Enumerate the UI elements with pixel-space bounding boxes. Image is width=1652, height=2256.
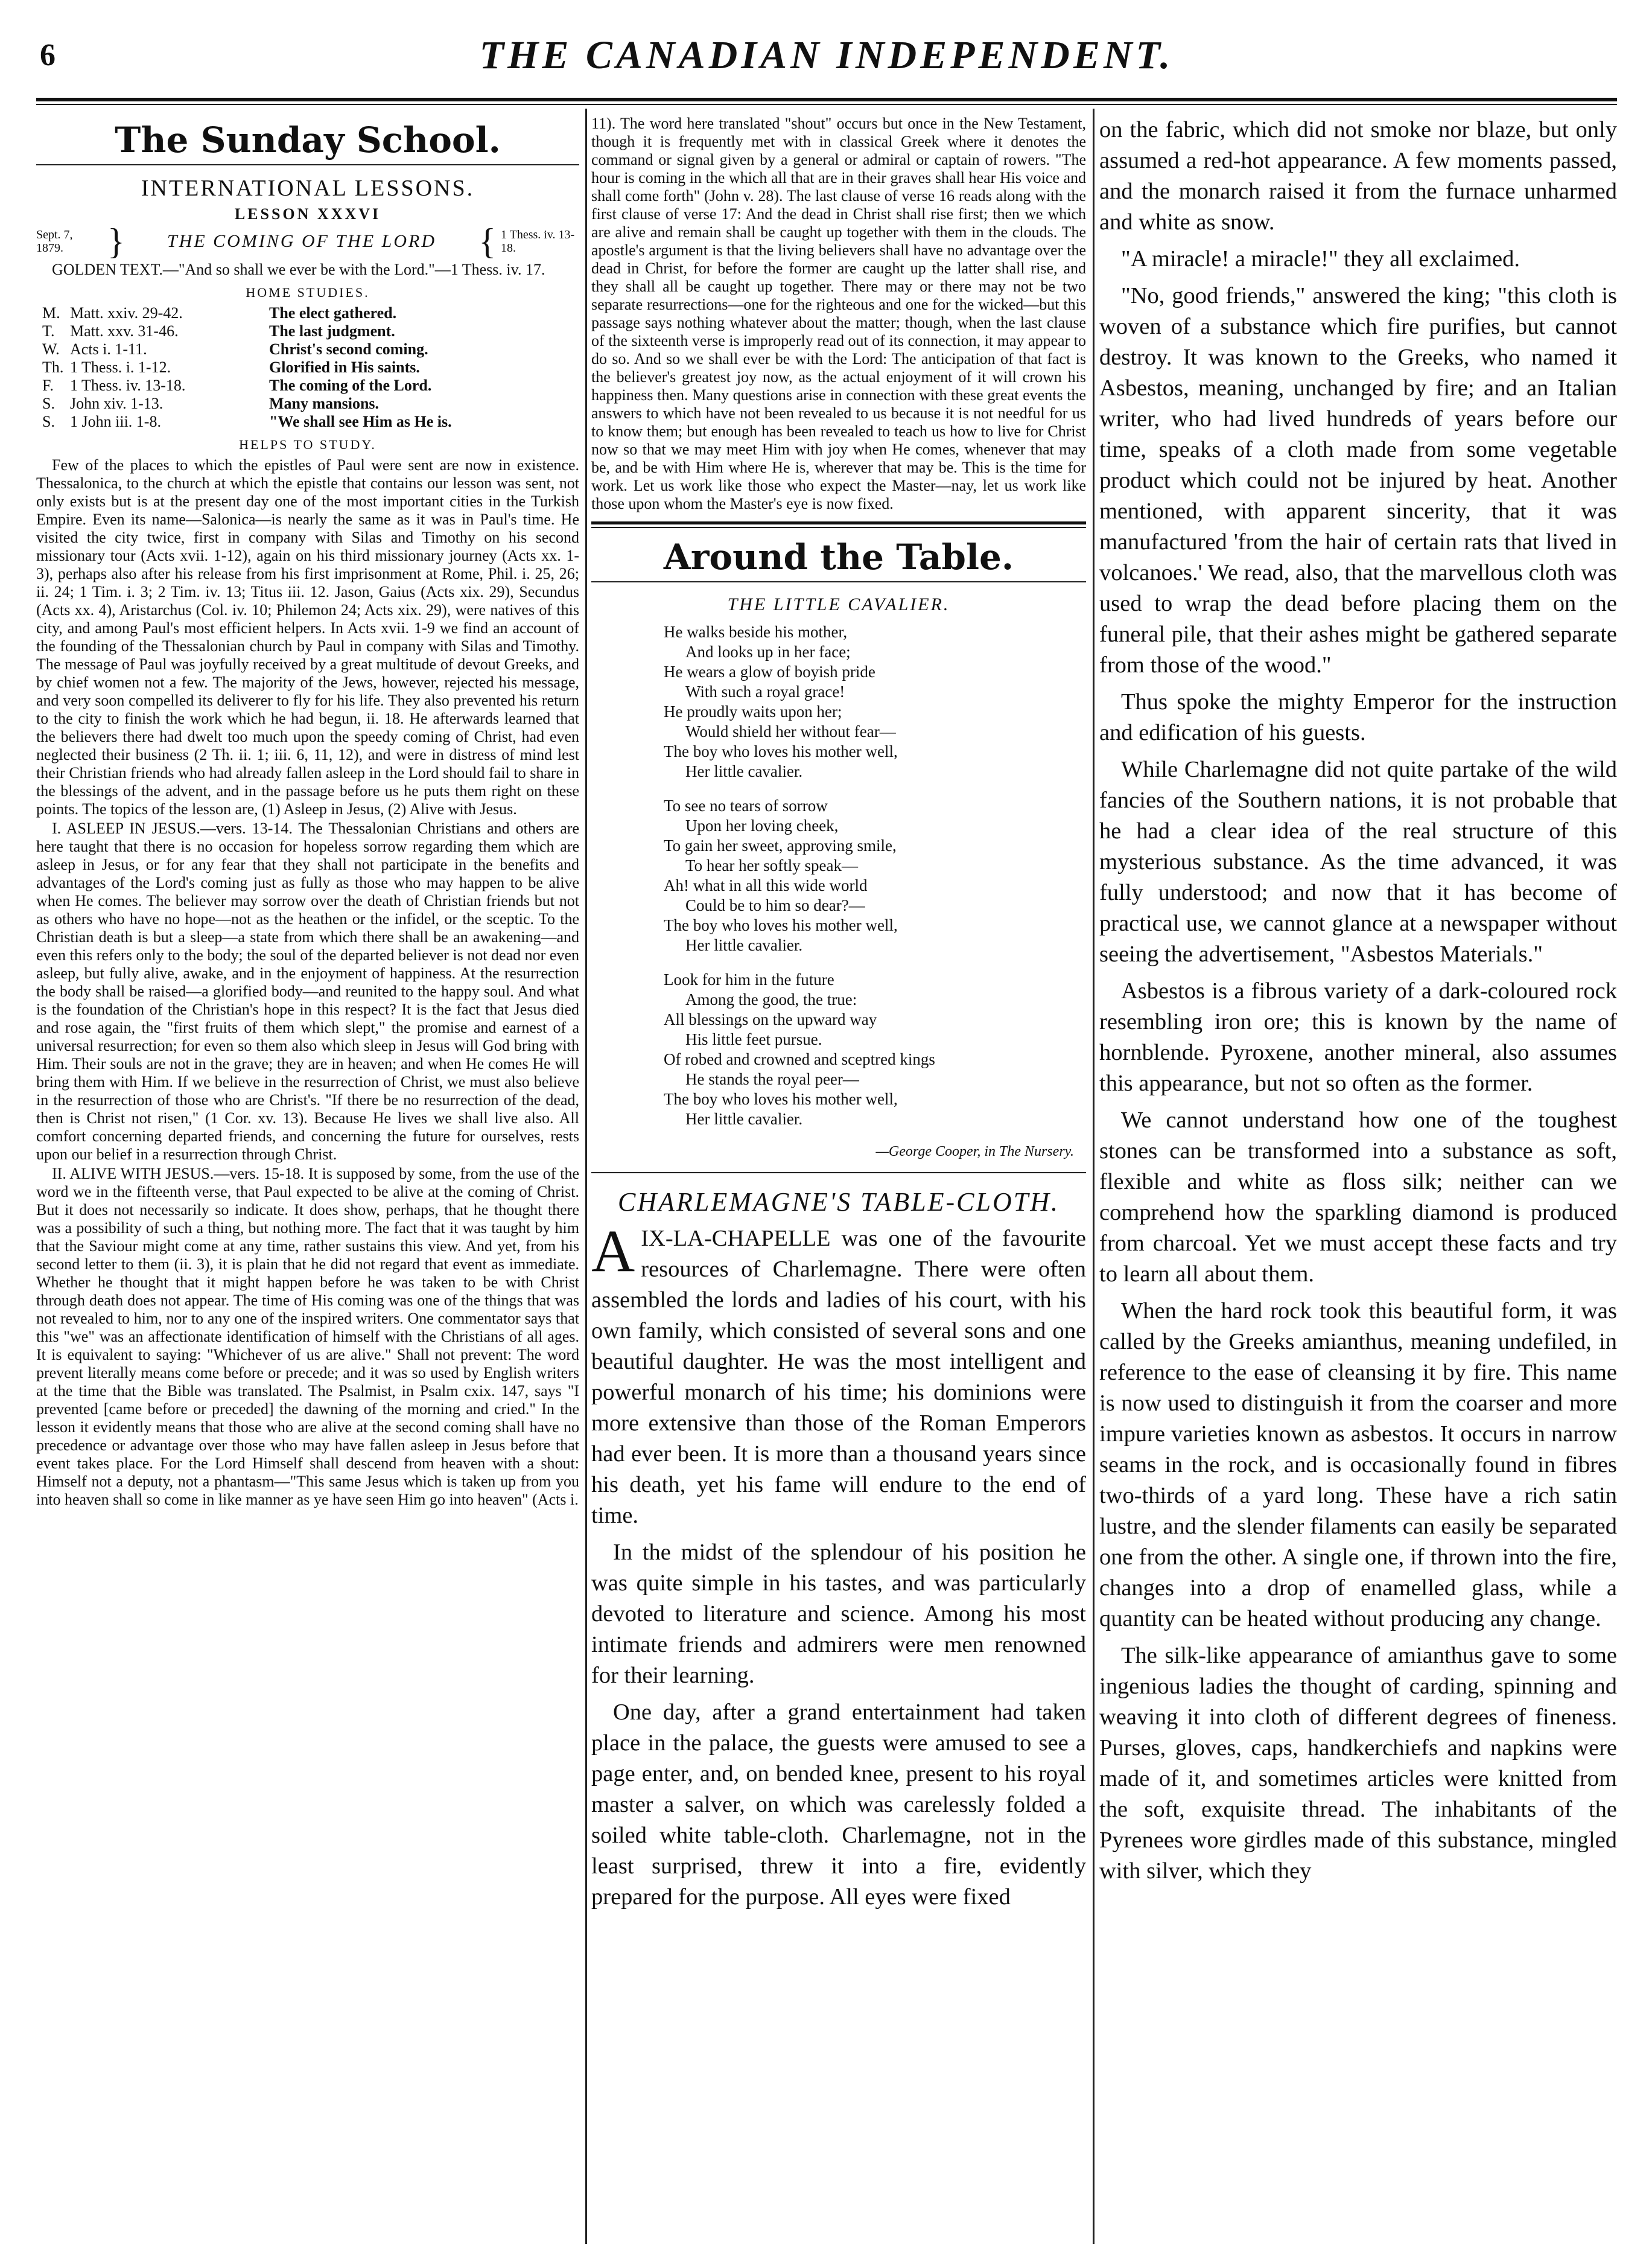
lesson-continuation: 11). The word here translated "shout" occurs but once in the New Testament, though it is frequently met with in classical Greek where it denotes the command or signal given by a general or admiral or captain of rowers. "The hour is coming in the which all that are in their graves shall hear His voice and shall come forth" (John v. 28). The last clause of verse 16 reads along with the first clause of verse 17: And the dead in Christ shall rise first; then we which are alive and remain shall be caught up together with them in the clouds. The apostle's argument is that the living believers shall have no advantage over the dead in Christ, for before the former are caught up the latter shall rise, and they shall all be caught up together. There may or there may not be two separate resurrections—one for the righteous and one for the wicked—but this passage says nothing whatever about the matter; though, when the last clause of the sixteenth verse is improperly read out of its connection, it may appear to do so. And so we shall ever be with the Lord: The anticipation of that fact is the believer's greatest joy now, as the actual enjoyment of it will crown his happiness then. Many questions arise in connection with these great events the answers to which have not been revealed to us because it is not needful for us to know them; but enough has been revealed to teach us how to live for Christ now so that we may meet Him with joy when He comes, whenever that may be, and be with Him where He is, wherever that may be. This is the time for work. Let us work like those who expect the Master—nay, let us work like those upon whom the Master's eye is now fixed.	[591, 115, 1086, 512]
story-paragraph: Asbestos is a fibrous variety of a dark-coloured rock resembling iron ore; this is known by the name of hornblende. Pyroxene, another mineral, also assumes this appearance, but not so often as the former.	[1099, 978, 1617, 1096]
running-title: THE CANADIAN INDEPENDENT.	[479, 33, 1174, 77]
lesson-title: THE COMING OF THE LORD	[167, 231, 436, 251]
list-item: M. Matt. xxiv. 29-42. The elect gathered.	[42, 304, 397, 322]
story-paragraph: on the fabric, which did not smoke nor blaze, but only assumed a red-hot appearance. A few moments passed, and the monarch raised it from the furnace unharmed and white as snow.	[1099, 117, 1617, 235]
poem-title: THE LITTLE CAVALIER.	[727, 594, 950, 614]
poem-stanza: He walks beside his mother, And looks up in her face; He wears a glow of boyish pride With such a royal grace! He proudly waits upon her; Would shield her without fear— The boy who loves his mother well, Her little cavalier.	[664, 623, 898, 780]
list-item: S. 1 John iii. 1-8. "We shall see Him as He is.	[42, 413, 452, 430]
column-1	[36, 115, 579, 2245]
brace-right: {	[478, 221, 496, 261]
section-rule	[36, 164, 579, 165]
list-item: S. John xiv. 1-13. Many mansions.	[42, 395, 380, 412]
story-paragraph: The silk-like appearance of amianthus gave to some ingenious ladies the thought of carding, spinning and weaving it into cloth of different degrees of fineness. Purses, gloves, caps, handkerchiefs and napkins were made of it, and sometimes articles were knitted from the soft, exquisite thread. The inhabitants of the Pyrenees wore girdles made of this substance, mingled with silver, which they	[1099, 1643, 1617, 1884]
story-title: CHARLEMAGNE'S TABLE-CLOTH.	[618, 1187, 1060, 1217]
poem-stanza: To see no tears of sorrow Upon her loving cheek, To gain her sweet, approving smile, To hear her softly speak— Ah! what in all this wide world Could be to him so dear?— The boy who loves his mother well, Her little cavalier.	[664, 797, 898, 954]
list-item: W. Acts i. 1-11. Christ's second coming.	[42, 340, 428, 358]
story-paragraph: "No, good friends," answered the king; "this cloth is woven of a substance which fire purifies, but cannot destroy. It was known to the Greeks, who named it Asbestos, meaning, unchanged by fire; and an Italian writer, who had lived hundreds of years before our time, speaks of a cloth made from some vegetable product which could not be injured by heat. Another mentioned, with apparent sincerity, that it was manufactured 'from the hair of certain rats that lived in volcanoes.' We read, also, that the marvellous cloth was used to wrap the dead before placing them on the funeral pile, that their ashes might be gathered separate from those of the wood."	[1099, 283, 1617, 678]
lesson-number: LESSON XXXVI	[234, 205, 381, 223]
poem-attribution: —George Cooper, in The Nursery.	[875, 1144, 1074, 1159]
lesson-date: Sept. 7, 1879.	[36, 228, 73, 255]
story-paragraph: One day, after a grand entertainment had taken place in the palace, the guests were amused to see a page enter, and, on bended knee, present to his royal master a salver, on which was carelessly folded a soiled white table-cloth. Charlemagne, not in the least surprised, threw it into a fire, evidently prepared for the purpose. All eyes were fixed	[591, 1700, 1086, 1910]
page-header	[36, 33, 1617, 93]
international-lessons-heading: INTERNATIONAL LESSONS.	[141, 176, 475, 201]
section-rule	[591, 1172, 1086, 1173]
story-paragraph: "A miracle! a miracle!" they all exclaimed.	[1121, 246, 1520, 272]
story-paragraph: AIX-LA-CHAPELLE was one of the favourite resources of Charlemagne. There were often assembled the lords and ladies of his court, with his own family, which consisted of several sons and one beautiful daughter. He was the most intelligent and powerful monarch of his time; his dominions were more extensive than those of the Roman Emperors had ever been. It is more than a thousand years since his death, yet his fame will endure to the end of time.	[591, 1217, 1086, 1528]
golden-text: GOLDEN TEXT.—"And so shall we ever be with the Lord."—1 Thess. iv. 17.	[52, 261, 545, 278]
home-studies-heading: HOME STUDIES.	[246, 285, 370, 300]
list-item: T. Matt. xxv. 31-46. The last judgment.	[42, 322, 395, 340]
helps-to-study-heading: HELPS TO STUDY.	[239, 437, 376, 452]
poem-stanza: Look for him in the future Among the good, the true: All blessings on the upward way His little feet pursue. Of robed and crowned and sceptred kings He stands the royal peer— The boy who loves his mother well, Her little cavalier.	[664, 970, 935, 1128]
column-divider-2	[1093, 109, 1094, 2244]
story-paragraph: We cannot understand how one of the toughest stones can be transformed into a substance as soft, flexible and white as floss silk; neither can we comprehend how the sparkling diamond is produced from charcoal. Yet we must accept these facts and try to learn all about them.	[1099, 1107, 1617, 1287]
story-paragraph: While Charlemagne did not quite partake of the wild fancies of the Southern nations, it is not probable that he had a clear idea of the real structure of this mysterious substance. As the time advanced, it was fully understood; and now that it has become of practical use, we cannot glance at a newspaper without seeing the advertisement, "Asbestos Materials."	[1099, 757, 1617, 967]
sunday-school-heading: The Sunday School.	[115, 119, 501, 161]
list-item: Th. 1 Thess. i. 1-12. Glorified in His saints.	[42, 358, 420, 376]
story-paragraph: When the hard rock took this beautiful form, it was called by the Greeks amianthus, meaning undefiled, in reference to the ease of cleansing it by fire. This name is now used to distinguish it from the coarser and more impure varieties known as asbestos. It occurs in narrow seams in the rock, and is occasionally found in fibres two-thirds of a yard long. These have a rich satin lustre, and the slender filaments can easily be separated one from the other. A single one, if thrown into the fire, changes into a drop of enamelled glass, while a quantity can be heated without producing any change.	[1099, 1298, 1617, 1631]
around-the-table-heading: Around the Table.	[663, 537, 1014, 578]
brace-left: }	[107, 221, 125, 261]
drop-cap: A	[591, 1217, 635, 1284]
column-divider-1	[585, 109, 587, 2244]
section-divider	[591, 521, 1086, 528]
header-rule	[36, 98, 1617, 101]
page-number: 6	[40, 38, 56, 72]
home-studies-list	[36, 304, 579, 431]
lesson-reference: 1 Thess. iv. 13-18.	[501, 228, 575, 255]
lesson-paragraph: II. ALIVE WITH JESUS.—vers. 15-18. It is supposed by some, from the use of the word we in the fifteenth verse, that Paul expected to be alive at the coming of Christ. But it does not necessarily so indicate. It does show, perhaps, that he thought there was a possibility of such a thing, but nothing more. The fact that it was taught by him that the Saviour might come at any time, rather sustains this view. And yet, from his second letter to them (ii. 3), it is plain that he did not regard that event as immediate. Whether he thought that it might happen before he was taken to be with Christ through death does not appear. The time of His coming was one of the things that was not revealed to him, nor to any one of the inspired writers. One commentator says that this "we" was an affectionate identification of himself with the Christians of all ages. It is equivalent to saying: "Whichever of us are alive." Shall not prevent: The word prevent literally means come before or precede; and it was so used by English writers at the time that the Bible was translated. The Psalmist, in Psalm cxix. 147, says "I prevented [came before or preceded] the dawning of the morning and cried." In the lesson it evidently means that those who are alive at the second coming shall have no precedence or advantage over those who may have fallen asleep in Jesus before that event takes place. For the Lord Himself shall descend from heaven with a shout: Himself not a deputy, not a phantasm—"This same Jesus which is taken up from you into heaven shall so come in like manner as ye have seen Him go into heaven" (Acts i.	[36, 1165, 579, 1508]
lesson-paragraph: Few of the places to which the epistles of Paul were sent are now in existence. Thessalonica, to the church at which the epistle that contains our lesson was sent, not only exists but is at the present day one of the most important cities in the Turkish Empire. Even its name—Salonica—is nearly the same as it was in Paul's time. He visited the city twice, first in company with Silas and Timothy on his second missionary tour (Acts xvii. 1-12), again on his third missionary journey (Acts xx. 1-3), perhaps also after his release from his first imprisonment at Rome, Phil. i. 25, 26; ii. 24; 1 Tim. i. 3; 2 Tim. iv. 13; Titus iii. 12. Jason, Gaius (Acts xix. 29), Secundus (Acts xx. 4), Aristarchus (Col. iv. 10; Philemon 24; Acts xix. 29), were natives of this city, and among Paul's most efficient helpers. In Acts xvii. 1-9 we find an account of the founding of the Thessalonian church by Paul in company with Silas and Timothy. The message of Paul was joyfully received by a great multitude of devout Greeks, and by chief women not a few. The majority of the Jews, however, rejected his message, and very soon compelled its deliverer to fly for his life. They also prevented his return to the city to finish the work which he had begun, ii. 18. He afterwards learned that the believers there had dwelt too much upon the speedy coming of Christ, had even neglected their business (2 Th. ii. 1; iii. 6, 11, 12), and were in distress of mind lest their Christian friends who had already fallen asleep in the Lord should fail to share in the blessings of the advent, and in the passage before us he puts them right on these points. The topics of the lesson are, (1) Asleep in Jesus, (2) Alive with Jesus.	[36, 456, 579, 818]
story-paragraph: In the midst of the splendour of his position he was quite simple in his tastes, and was particularly devoted to literature and science. Among his most intimate friends and admirers were men renowned for their learning.	[591, 1540, 1086, 1688]
header-rule-thin	[36, 104, 1617, 105]
list-item: F. 1 Thess. iv. 13-18. The coming of the Lord.	[42, 377, 432, 394]
lesson-title-row	[36, 221, 579, 261]
column-2	[591, 115, 1086, 2245]
column-3	[1099, 115, 1617, 2245]
lesson-paragraph: I. ASLEEP IN JESUS.—vers. 13-14. The Thessalonian Christians and others are here taught that there is no occasion for hopeless sorrow regarding them which are asleep in Jesus, or for any fear that they shall not participate in the benefits and advantages of the Lord's coming just as fully as those who may happen to be alive when He comes. The believer may sorrow over the death of Christian friends but not as others who have no hope—not as the heathen or the infidel, or the sceptic. To the Christian death is but a sleep—a state from which there shall be an awakening—and even this refers only to the body; the soul of the departed believer is not dead nor even asleep, but fully alive, awake, and in the enjoyment of happiness. At the resurrection the body shall be raised—a glorified body—and reunited to the happy soul. And what is the foundation of the Christian's hope in this respect? It is the fact that Jesus died and rose again, the "first fruits of them which slept," the promise and earnest of a universal resurrection; for even so them also which sleep in Jesus will God bring with Him. Their souls are not in the grave; they are in heaven; and when He comes He will bring them with Him. If we believe in the resurrection of Christ, we must also believe in the resurrection of those who are Christ's. "If there be no resurrection of the dead, then is Christ not risen," (1 Cor. xv. 13). Because He lives we shall live also. All comfort concerning departed friends, and concerning the future for ourselves, rests upon our belief in a resurrection through Christ.	[36, 820, 579, 1163]
section-rule	[591, 581, 1086, 582]
story-paragraph: Thus spoke the mighty Emperor for the instruction and edification of his guests.	[1099, 689, 1617, 745]
poem	[664, 622, 1086, 1129]
